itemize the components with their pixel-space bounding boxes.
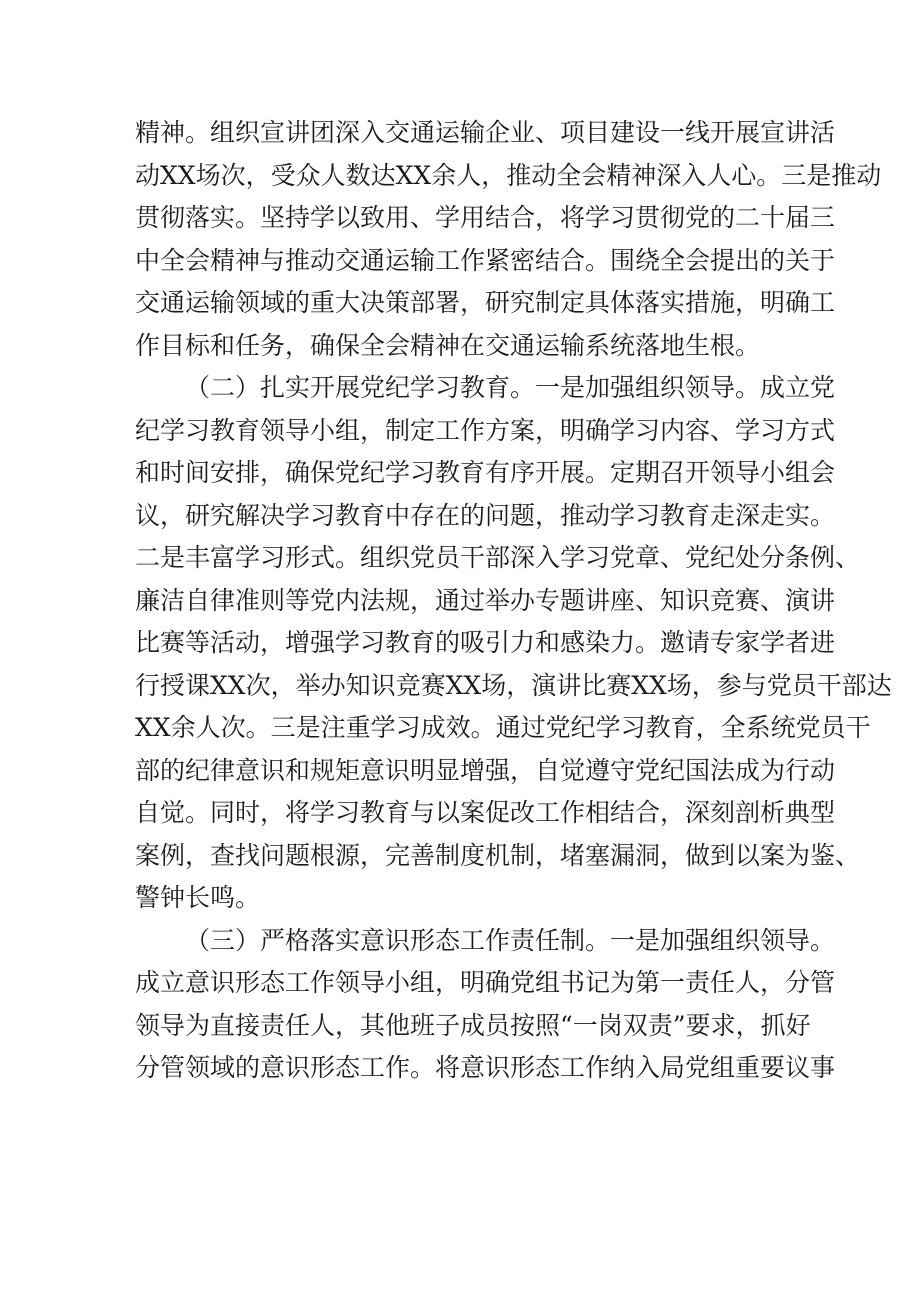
paragraph-2 xyxy=(135,367,892,920)
text-line: 中全会精神与推动交通运输工作紧密结合。围绕全会提出的关于 xyxy=(135,245,836,275)
text-line: 精神。组织宣讲团深入交通运输企业、项目建设一线开展宣讲活 xyxy=(135,118,836,147)
text-line: 警钟长鸣。 xyxy=(135,883,261,912)
text-line: 领导为直接责任人，其他班子成员按照“一岗双责”要求，抓好 xyxy=(135,1010,811,1040)
text-line: 成立意识形态工作领导小组，明确党组书记为第一责任人，分管 xyxy=(135,968,836,997)
text-line: 自觉。同时，将学习教育与以案促改工作相结合，深刻剖析典型 xyxy=(135,798,836,827)
text-line: 和时间安排，确保党纪学习教育有序开展。定期召开领导小组会 xyxy=(135,458,836,487)
paragraph-3 xyxy=(135,920,836,1090)
paragraph-1 xyxy=(135,112,882,367)
text-line: 行授课XX次，举办知识竞赛XX场，演讲比赛XX场，参与党员干部达 xyxy=(135,670,892,700)
text-line: 动XX场次，受众人数达XX余人，推动全会精神深入人心。三是推动 xyxy=(135,160,882,190)
text-line: 纪学习教育领导小组，制定工作方案，明确学习内容、学习方式 xyxy=(135,415,836,445)
text-line: 案例，查找问题根源，完善制度机制，堵塞漏洞，做到以案为鉴、 xyxy=(135,840,861,870)
text-line: 二是丰富学习形式。组织党员干部深入学习党章、党纪处分条例、 xyxy=(135,543,861,572)
text-line: XX余人次。三是注重学习成效。通过党纪学习教育，全系统党员干 xyxy=(135,713,871,742)
text-line: 议，研究解决学习教育中存在的问题，推动学习教育走深走实。 xyxy=(135,500,836,530)
section-heading-line: （二）扎实开展党纪学习教育。一是加强组织领导。成立党 xyxy=(185,373,836,402)
text-line: 作目标和任务，确保全会精神在交通运输系统落地生根。 xyxy=(135,330,761,360)
text-line: 部的纪律意识和规矩意识明显增强，自觉遵守党纪国法成为行动 xyxy=(135,755,836,785)
text-line: 廉洁自律准则等党内法规，通过举办专题讲座、知识竞赛、演讲 xyxy=(135,585,836,615)
text-line: 分管领域的意识形态工作。将意识形态工作纳入局党组重要议事 xyxy=(135,1053,836,1082)
text-line: 贯彻落实。坚持学以致用、学用结合，将学习贯彻党的二十届三 xyxy=(135,203,836,232)
text-line: 比赛等活动，增强学习教育的吸引力和感染力。邀请专家学者进 xyxy=(135,628,836,657)
text-line: 交通运输领域的重大决策部署，研究制定具体落实措施，明确工 xyxy=(135,288,836,317)
document-body xyxy=(135,112,892,1090)
section-heading-line: （三）严格落实意识形态工作责任制。一是加强组织领导。 xyxy=(185,925,836,955)
